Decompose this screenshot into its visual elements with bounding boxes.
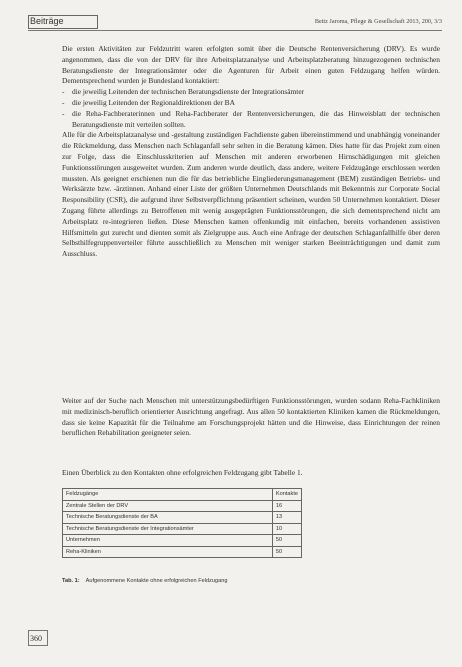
table-cell: Technische Beratungsdienste der Integrationsämter <box>63 523 273 535</box>
table-row <box>63 500 302 512</box>
table-cell: Technische Beratungsdienste der BA <box>63 512 273 524</box>
caption-text: Aufgenommene Kontakte ohne erfolgreichen Feldzugang <box>85 578 228 584</box>
table-cell: Reha-Kliniken <box>63 546 273 558</box>
paragraph-4-block <box>62 468 440 479</box>
paragraph-3: Weiter auf der Suche nach Menschen mit unterstützungsbedürftigen Funktionsstörungen, wurden sodann Reha-Fachkliniken mit medizinisch-beruflich orientierter Ausrichtung angefragt. Aus allen 50 kontaktierten Kliniken kamen die Rückmeldungen, dass sie keine Kapazität für die Teilnahme am Forschungsprojekt hätten und die Hinweise, dass Einrichtungen der reinen beruflichen Rehabilitation geeigneter seien. <box>62 396 440 438</box>
table-row <box>63 512 302 524</box>
table-cell: Unternehmen <box>63 535 273 547</box>
contacts-table <box>62 488 302 558</box>
list-item: - die jeweilig Leitenden der Regionaldirektionen der BA <box>62 98 440 109</box>
paragraph-2: Alle für die Arbeitsplatzanalyse und -gestaltung zuständigen Fachdienste gaben übereinstimmend und unabhängig voneinander die Rückmeldung, dass Menschen nach Schlaganfall sehr selten in die Beratung kämen. Dies hatte für das Projekt zum einen zur Folge, dass die Einschlusskriterien auf Menschen mit anderen erworbenen Hirnschädigungen mit gleichen Funktionsstörungen ausgeweitet wurden. Zum anderen wurde deutlich, dass andere, weitere Feldzugänge erschlossen werden mussten. Als geeignet erschienen nun die für das betriebliche Eingliederungsmanagement (BEM) zuständigen Betriebs- und Werksärzte bzw. -ärztinnen. Anhand einer Liste der größten Unternehmen Deutschlands mit Bekenntnis zur Corporate Social Responsibility (CSR), die aufgrund ihrer Selbstverpflichtung präsentiert scheinen, wurden 50 Unternehmen kontaktiert. Dieser Zugang führte allerdings zu Betroffenen mit wenig ausgeprägten Funktionsstörungen, die sich dementsprechend nicht am Arbeitsplatz re-integrieren ließen. Diese Menschen kamen offenkundig mit einfachen, bereits vorhandenen assistiven Hilfsmitteln gut zurecht und dienten somit als Zielgruppe aus. Auch eine Anfrage der deutschen Schlaganfallhilfe über deren Selbsthilfegruppenverteiler führte ausschließlich zu Menschen mit weniger starken Beeinträchtigungen und damit zum Ausschluss. <box>62 130 440 259</box>
list-item: - die Reha-Fachberaterinnen und Reha-Fachberater der Rentenversicherungen, die das Hinweisblatt der technischen Beratungsdienste mit verteilen sollten. <box>62 109 440 131</box>
table-caption <box>62 578 227 585</box>
table-cell: 16 <box>272 500 301 512</box>
table-header-row <box>63 489 302 501</box>
table-row <box>63 535 302 547</box>
list-item: - die jeweilig Leitenden der technischen Beratungsdienste der Integrationsämter <box>62 87 440 98</box>
column-header: Kontakte <box>272 489 301 501</box>
table-cell: 10 <box>272 523 301 535</box>
paragraph-1-block <box>62 44 440 260</box>
page-number: 360 <box>30 634 42 643</box>
paragraph-3-block <box>62 396 440 439</box>
caption-tag: Tab. 1: <box>62 578 80 584</box>
paragraph-4: Einen Überblick zu den Kontakten ohne erfolgreichen Feldzugang gibt Tabelle 1. <box>62 468 303 477</box>
table-row <box>63 546 302 558</box>
column-header: Feldzugänge <box>63 489 273 501</box>
section-tag: Beiträge <box>30 16 64 26</box>
table-cell: 50 <box>272 535 301 547</box>
header-rule <box>28 30 442 31</box>
contact-list <box>62 87 440 130</box>
table-cell: 13 <box>272 512 301 524</box>
running-title: Beitz Jaroma, Pflege & Gesellschaft 2013, 200, 3/3 <box>314 18 442 25</box>
table-row <box>63 523 302 535</box>
paragraph-1: Die ersten Aktivitäten zur Feldzutritt waren erfolgten somit über die Deutsche Rentenversicherung (DRV). Es wurde angenommen, dass die von der DRV für ihre Arbeitsplatzanalyse und Arbeitsplatzberatung hinzugezogenen technischen Beratungsdienste der Integrationsämter oder die Agenturen für Arbeit einen guten Feldzugang helfen würden. Dementsprechend wurden je Bundesland kontaktiert: <box>62 44 440 86</box>
table-cell: 50 <box>272 546 301 558</box>
table-cell: Zentrale Stellen der DRV <box>63 500 273 512</box>
